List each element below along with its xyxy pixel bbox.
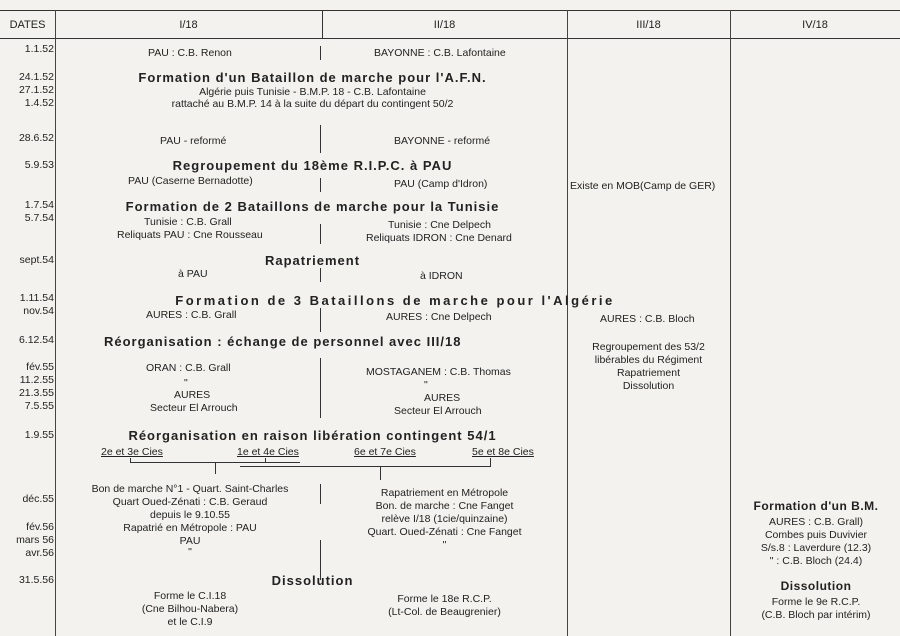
- entry: MOSTAGANEM : C.B. Thomas: [366, 366, 511, 378]
- entry: PAU (Caserne Bernadotte): [128, 175, 253, 187]
- entry: Secteur El Arrouch: [394, 405, 482, 417]
- event-heading: Rapatriement: [264, 253, 361, 268]
- separator: [320, 125, 321, 153]
- entry: Bon de marche N°1 - Quart. Saint-Charles: [91, 483, 289, 495]
- entry: à PAU: [178, 268, 208, 280]
- event-heading: Réorganisation en raison libération contingent 54/1: [128, 428, 497, 443]
- entry: Reliquats PAU : Cne Rousseau: [117, 229, 263, 241]
- entry: PAU - reformé: [160, 135, 227, 147]
- col-divider: [567, 10, 568, 636]
- header-iii18: III/18: [567, 10, 730, 39]
- entry: (Cne Bilhou-Nabera): [141, 603, 239, 615]
- entry: Secteur El Arrouch: [150, 402, 238, 414]
- ditto: ": [184, 377, 188, 389]
- entry: Rapatrié en Métropole : PAU: [123, 522, 257, 534]
- date: 5.9.53: [24, 159, 54, 171]
- col-divider: [55, 10, 56, 636]
- bracket: [240, 466, 490, 467]
- date: 1.4.52: [24, 97, 54, 109]
- entry: à IDRON: [420, 270, 463, 282]
- entry: Existe en MOB(Camp de GER): [570, 180, 716, 192]
- entry: depuis le 9.10.55: [150, 509, 230, 521]
- entry: BAYONNE - reformé: [394, 135, 491, 147]
- header-ii18: II/18: [322, 10, 567, 39]
- entry: AURES : C.B. Grall: [146, 309, 237, 321]
- entry: PAU (Camp d'Idron): [394, 178, 488, 190]
- entry: (C.B. Bloch par intérim): [761, 609, 871, 621]
- entry: AURES: [424, 392, 461, 404]
- entry: Rapatriement en Métropole: [380, 487, 509, 499]
- event-heading: Réorganisation : échange de personnel avec III/18: [104, 334, 462, 349]
- separator: [320, 178, 321, 192]
- bracket: [490, 458, 491, 467]
- entry: et le C.I.9: [167, 616, 213, 628]
- companies: 2e et 3e Cies: [101, 446, 163, 458]
- header-iv18: IV/18: [730, 10, 900, 39]
- entry: Reliquats IDRON : Cne Denard: [366, 232, 512, 244]
- event-heading: Formation d'un Bataillon de marche pour l'A.F.N.: [138, 70, 487, 85]
- entry: " : C.B. Bloch (24.4): [769, 555, 863, 567]
- date: fév.55: [26, 361, 54, 373]
- entry: Regroupement des 53/2: [592, 341, 705, 353]
- date: 24.1.52: [18, 71, 54, 83]
- date: 6.12.54: [18, 334, 54, 346]
- entry: relève I/18 (1cie/quinzaine): [381, 513, 508, 525]
- entry: Algérie puis Tunisie - B.M.P. 18 - C.B. Lafontaine: [199, 86, 426, 98]
- col-divider: [322, 10, 323, 38]
- entry: AURES : C.B. Grall): [769, 516, 863, 528]
- bracket: [130, 458, 131, 463]
- entry: Forme le C.I.18: [153, 590, 227, 602]
- ditto: ": [188, 546, 192, 558]
- date: 11.2.55: [19, 374, 54, 386]
- separator: [320, 46, 321, 60]
- entry: PAU : C.B. Renon: [148, 47, 232, 59]
- entry: Dissolution: [622, 380, 675, 392]
- event-heading: Formation de 3 Bataillons de marche pour l'Algérie: [175, 293, 615, 308]
- date: sept.54: [19, 254, 54, 266]
- date: 5.7.54: [24, 212, 54, 224]
- event-heading: Formation de 2 Bataillons de marche pour la Tunisie: [125, 199, 500, 214]
- entry: ORAN : C.B. Grall: [146, 362, 231, 374]
- entry: Quart. Oued-Zénati : Cne Fanget: [367, 526, 522, 538]
- date: 21.3.55: [18, 387, 54, 399]
- header-dates: DATES: [0, 10, 55, 39]
- col-divider: [730, 10, 731, 636]
- event-heading: Regroupement du 18ème R.I.P.C. à PAU: [172, 158, 453, 173]
- entry: AURES : C.B. Bloch: [600, 313, 695, 325]
- companies: 6e et 7e Cies: [354, 446, 416, 458]
- date: avr.56: [25, 547, 54, 559]
- date: 1.1.52: [24, 43, 54, 55]
- event-heading: Dissolution: [780, 579, 852, 593]
- date: 7.5.55: [24, 400, 54, 412]
- date: nov.54: [23, 305, 54, 317]
- entry: libérables du Régiment: [594, 354, 703, 366]
- date: 31.5.56: [18, 574, 54, 586]
- entry: rattaché au B.M.P. 14 à la suite du départ du contingent 50/2: [171, 98, 454, 110]
- ditto: ": [424, 379, 428, 391]
- entry: Rapatriement: [616, 367, 681, 379]
- separator: [320, 358, 321, 418]
- bracket: [265, 458, 266, 463]
- separator: [320, 268, 321, 282]
- event-heading: Dissolution: [271, 573, 354, 588]
- entry: Forme le 9e R.C.P.: [771, 596, 861, 608]
- bracket: [380, 466, 381, 480]
- date: 28.6.52: [18, 132, 54, 144]
- entry: Combes puis Duvivier: [764, 529, 868, 541]
- entry: BAYONNE : C.B. Lafontaine: [374, 47, 506, 59]
- date: 1.9.55: [24, 429, 54, 441]
- entry: S/s.8 : Laverdure (12.3): [760, 542, 872, 554]
- companies: 1e et 4e Cies: [237, 446, 299, 458]
- entry: Tunisie : C.B. Grall: [144, 216, 232, 228]
- entry: Bon. de marche : Cne Fanget: [375, 500, 514, 512]
- date: déc.55: [22, 493, 54, 505]
- entry: Tunisie : Cne Delpech: [388, 219, 491, 231]
- date: 1.7.54: [24, 199, 54, 211]
- header-i18: I/18: [55, 10, 322, 39]
- entry: PAU: [179, 535, 201, 547]
- entry: (Lt-Col. de Beaugrenier): [388, 606, 501, 618]
- separator: [320, 308, 321, 332]
- entry: AURES : Cne Delpech: [386, 311, 492, 323]
- bracket: [215, 462, 216, 474]
- date: 1.11.54: [19, 292, 54, 304]
- date: mars 56: [16, 534, 54, 546]
- entry: AURES: [174, 389, 211, 401]
- ditto: ": [442, 539, 447, 551]
- date: fév.56: [26, 521, 54, 533]
- separator: [320, 224, 321, 244]
- entry: Quart Oued-Zénati : C.B. Geraud: [112, 496, 268, 508]
- companies: 5e et 8e Cies: [472, 446, 534, 458]
- date: 27.1.52: [18, 84, 54, 96]
- separator: [320, 484, 321, 504]
- event-heading: Formation d'un B.M.: [753, 499, 879, 513]
- entry: Forme le 18e R.C.P.: [397, 593, 492, 605]
